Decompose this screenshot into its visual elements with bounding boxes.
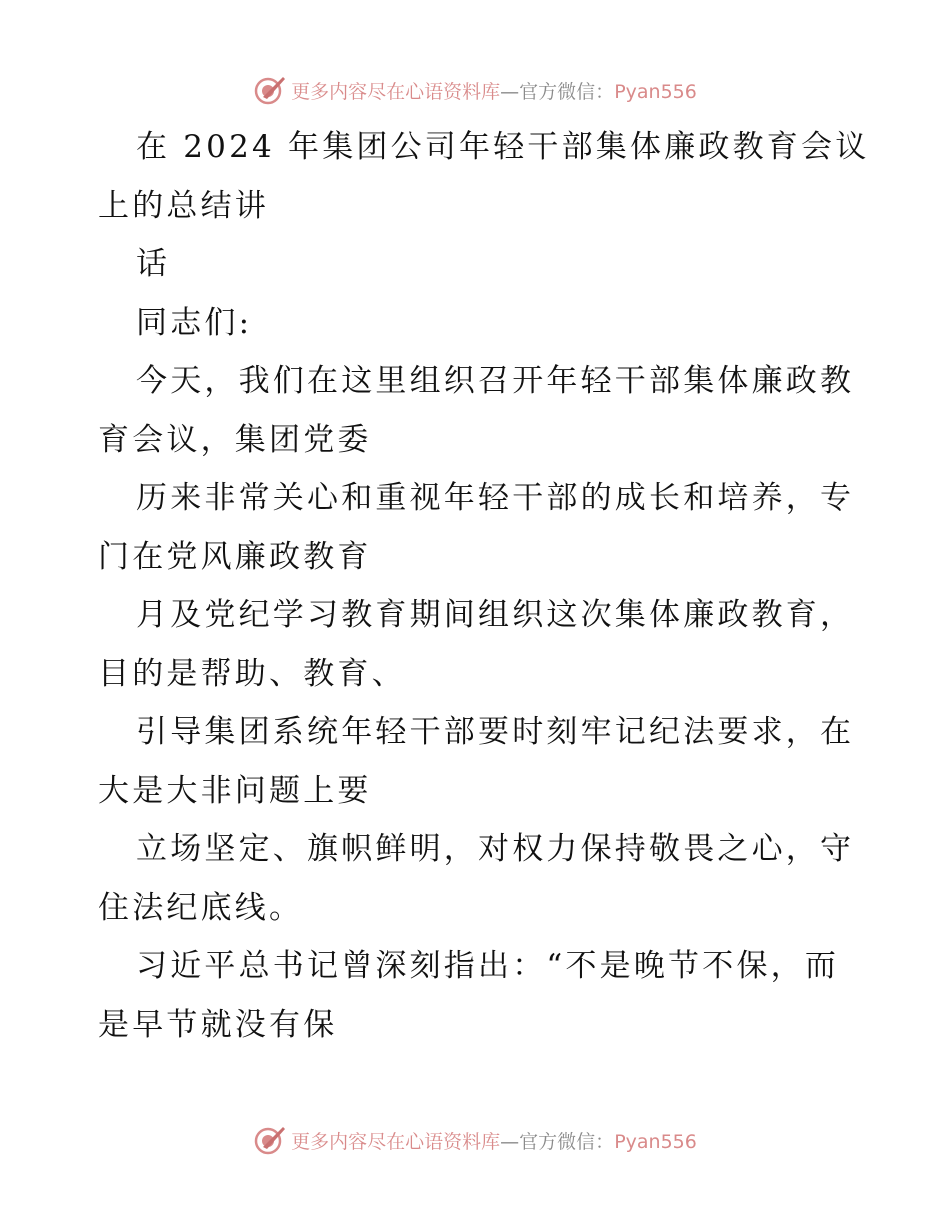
watermark-separator-text: —官方微信：	[500, 1130, 615, 1153]
text-line: 话	[136, 246, 171, 282]
text-line: 住法纪底线。	[98, 889, 304, 926]
quill-seal-icon	[253, 1123, 287, 1157]
text-line: 立场坚定、旗帜鲜明，对权力保持敬畏之心，守	[136, 831, 855, 867]
text-line: 今天，我们在这里组织召开年轻干部集体廉政教	[136, 363, 855, 399]
footer-watermark	[0, 1120, 950, 1160]
text-line: 月及党纪学习教育期间组织这次集体廉政教育，	[136, 597, 855, 633]
watermark-wechat-id: Pyan556	[614, 1130, 697, 1153]
text-line: 是早节就没有保	[98, 1006, 338, 1043]
quill-seal-icon	[253, 73, 287, 107]
text-line: 上的总结讲	[98, 187, 269, 224]
text-line: 历来非常关心和重视年轻干部的成长和培养，专	[136, 480, 855, 516]
watermark-wechat-id: Pyan556	[614, 80, 697, 103]
watermark-separator-text: —官方微信：	[500, 80, 615, 103]
text-line: 同志们:	[136, 304, 253, 341]
text-line: 目的是帮助、教育、	[98, 655, 406, 692]
text-line: 门在党风廉政教育	[98, 538, 372, 575]
text-line: 在 2024 年集团公司年轻干部集体廉政教育会议	[136, 129, 870, 165]
text-line: 习近平总书记曾深刻指出：“不是晚节不保，而	[136, 948, 840, 984]
text-line: 育会议，集团党委	[98, 421, 372, 458]
text-line: 大是大非问题上要	[98, 772, 372, 809]
document-body	[98, 118, 870, 1054]
header-watermark	[0, 70, 950, 110]
watermark-main-text: 更多内容尽在心语资料库	[291, 80, 501, 103]
watermark-main-text: 更多内容尽在心语资料库	[291, 1130, 501, 1153]
text-line: 引导集团系统年轻干部要时刻牢记纪法要求，在	[136, 714, 855, 750]
